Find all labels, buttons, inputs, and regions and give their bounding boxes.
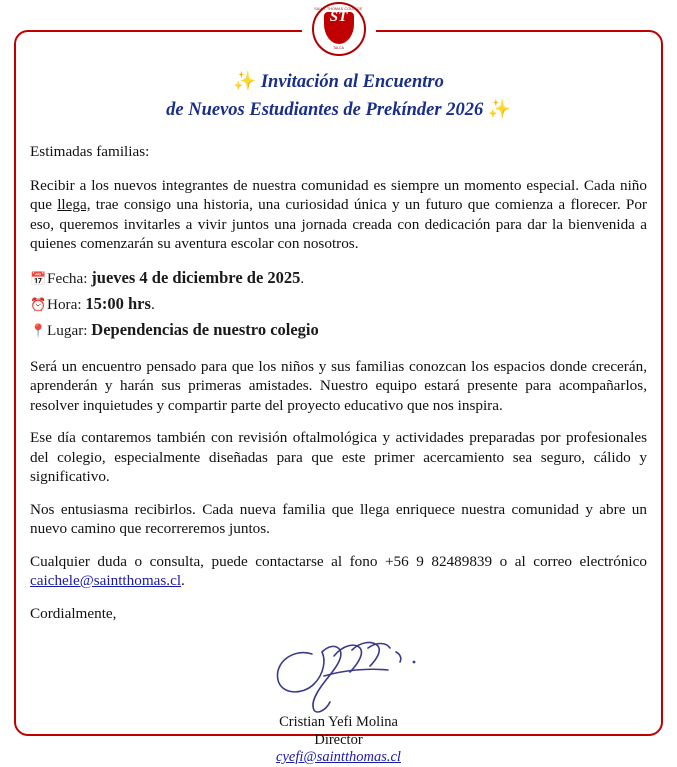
- clock-icon: ⏰: [30, 297, 47, 313]
- detail-row-place: [30, 319, 647, 343]
- contact-text-part2: .: [181, 572, 185, 589]
- school-crest-icon: [312, 2, 366, 56]
- title-line-1: [30, 68, 647, 96]
- detail-value-time: 15:00 hrs: [85, 293, 151, 313]
- letter-content: [30, 68, 647, 766]
- crest-initials: ST: [329, 9, 348, 25]
- contact-paragraph: [30, 552, 647, 591]
- closing-line: Cordialmente,: [30, 604, 117, 622]
- school-logo: [302, 2, 376, 60]
- signer-info: [30, 714, 647, 767]
- page-title: [30, 68, 647, 124]
- event-details-list: [30, 267, 647, 343]
- map-pin-icon: 📍: [30, 323, 47, 339]
- detail-value-date: jueves 4 de diciembre de 2025: [91, 267, 301, 287]
- intro-underlined-word: llega,: [57, 196, 91, 213]
- paragraph-3: Ese día contaremos también con revisión oftalmológica y actividades preparadas por profesionales del colegio, especialmente diseñadas para que este primer acercamiento sea seguro, cálido y significativo.: [30, 429, 647, 485]
- sparkle-right-icon: ✨: [487, 100, 511, 120]
- intro-text-part1: Recibir a los nuevos integrantes de nuestra comunidad es siempre un momento especial. Cada niño que: [30, 176, 647, 213]
- contact-text-part1: Cualquier duda o consulta, puede contactarse al fono +56 9 82489839 o al correo electrónico: [30, 552, 647, 570]
- greeting-line: Estimadas familias:: [30, 143, 150, 160]
- detail-label-place: Lugar:: [47, 321, 92, 339]
- intro-text-part2: trae consigo una historia, una curiosidad única y un futuro que comienza a florecer. Por eso, queremos invitarles a vivir juntos una jornada creada con dedicación para dar la bienvenida a quienes comenzarán su aventura escolar con nosotros.: [30, 196, 647, 252]
- signature-block: [30, 636, 647, 766]
- calendar-icon: 📅: [30, 271, 47, 287]
- detail-row-date: [30, 267, 647, 291]
- detail-suffix-time: .: [150, 295, 155, 313]
- detail-label-time: Hora:: [47, 295, 86, 313]
- title-text-2: de Nuevos Estudiantes de Prekínder 2026: [166, 100, 484, 120]
- signer-email-link[interactable]: cyefi@saintthomas.cl: [276, 749, 401, 765]
- detail-value-place: Dependencias de nuestro colegio: [91, 319, 319, 339]
- title-line-2: [30, 96, 647, 124]
- signer-name: Cristian Yefi Molina: [279, 714, 398, 730]
- paragraph-2: Será un encuentro pensado para que los niños y sus familias conozcan los espacios donde crecerán, aprenderán y harán sus primeras amistades. Nuestro equipo estará presente para acompañarlos, resolver inquietudes y compartir parte del proyecto educativo que nos inspira.: [30, 357, 647, 414]
- paragraph-4: Nos entusiasma recibirlos. Cada nueva familia que llega enriquece nuestra comunidad y abre un nuevo camino que recorreremos juntos.: [30, 500, 647, 537]
- intro-paragraph: [30, 176, 647, 254]
- signer-role: Director: [314, 731, 363, 748]
- sparkle-left-icon: ✨: [233, 72, 257, 92]
- title-text-1: Invitación al Encuentro: [260, 72, 444, 92]
- detail-label-date: Fecha:: [47, 269, 92, 287]
- handwritten-signature-icon: [264, 636, 434, 716]
- detail-row-time: [30, 293, 647, 317]
- crest-ring-text-top: SAINT THOMAS COLLEGE: [314, 7, 363, 11]
- contact-email-link[interactable]: caichele@saintthomas.cl: [30, 572, 182, 589]
- crest-ring-text-bottom: TALCA: [333, 46, 344, 50]
- detail-suffix-date: .: [300, 269, 305, 287]
